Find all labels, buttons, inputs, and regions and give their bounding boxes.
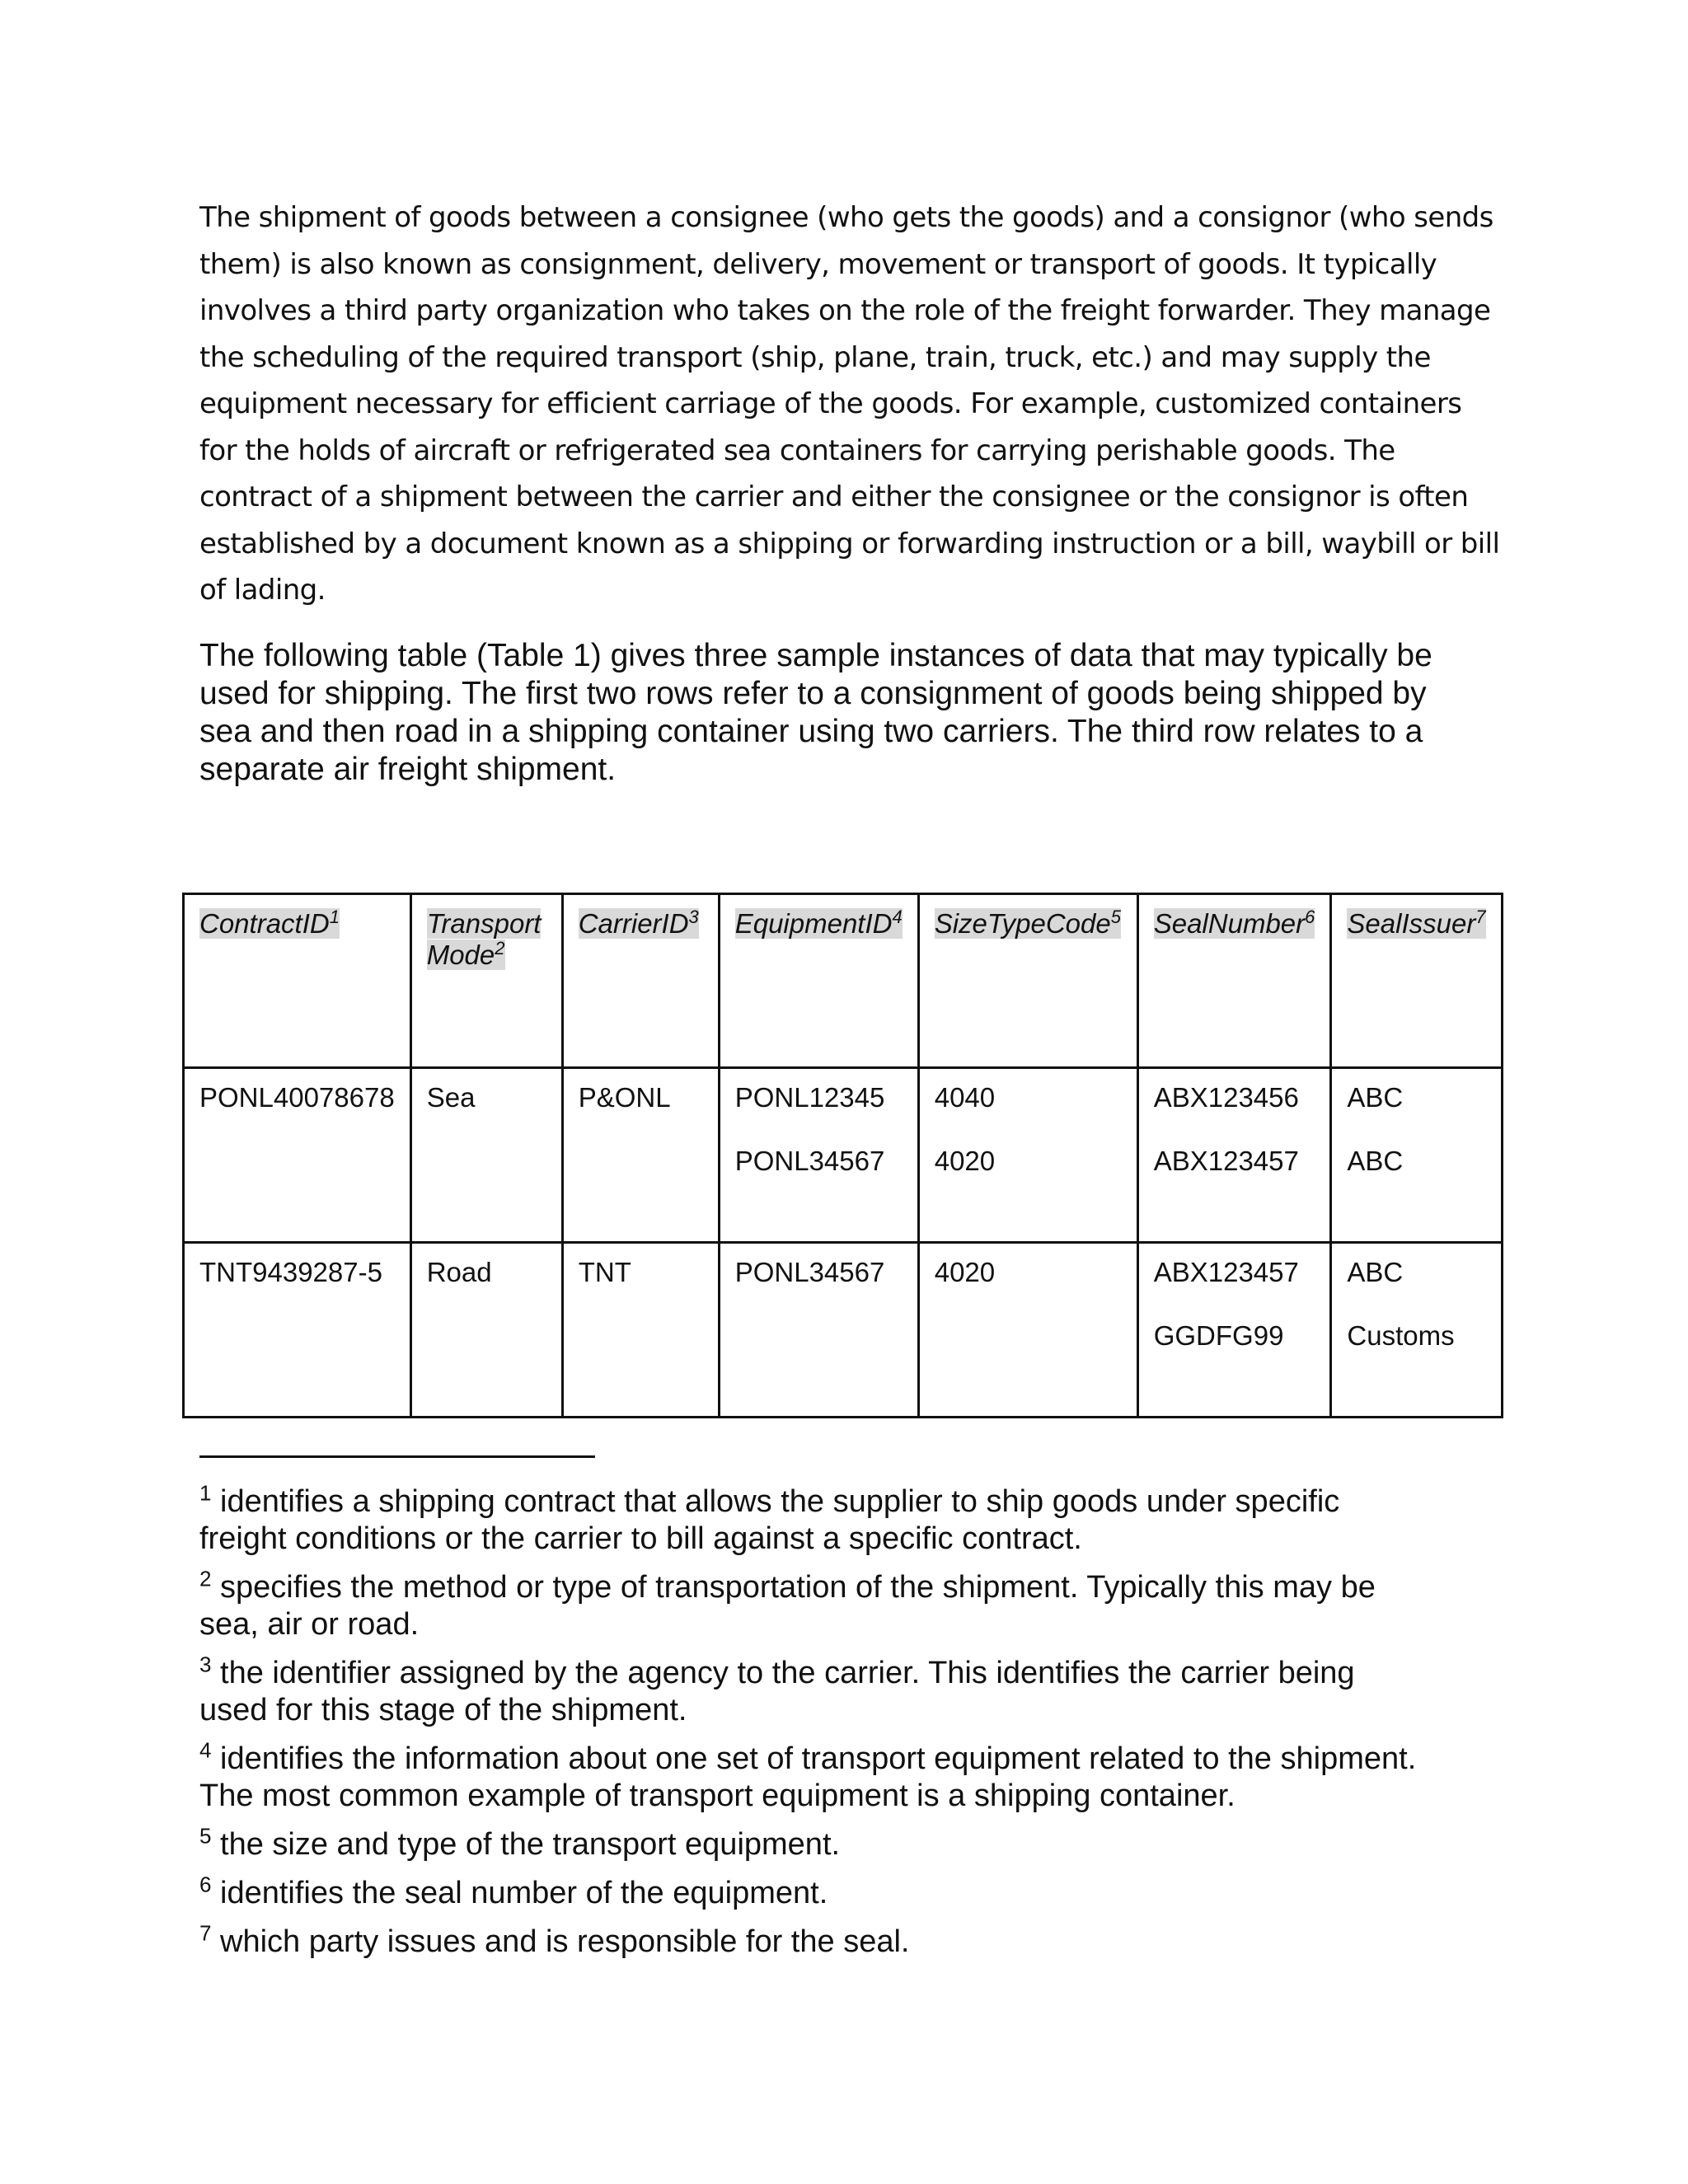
footnote-text: identifies a shipping contract that allows the supplier to ship goods under specific	[220, 1484, 1340, 1519]
footnote-text: freight conditions or the carrier to bill against a specific contract.	[199, 1521, 1082, 1556]
footnote	[199, 1566, 1518, 1643]
table-intro-line: used for shipping. The first two rows refer to a consignment of goods being shipped by	[199, 676, 1427, 711]
footnote	[199, 1652, 1518, 1729]
footnote	[199, 1823, 1518, 1863]
footnote	[199, 1872, 1518, 1912]
footnote-ref: 6	[1305, 907, 1315, 927]
cell-seal-issuer: ABC Customs	[1331, 1243, 1502, 1418]
footnote-text: used for this stage of the shipment.	[199, 1693, 687, 1727]
footnote-number: 4	[199, 1737, 212, 1763]
cell-size-type-code: 4040 4020	[918, 1068, 1137, 1243]
footnote	[199, 1480, 1518, 1558]
intro-line: equipment necessary for efficient carriage of the goods. For example, customized containers	[199, 387, 1462, 420]
cell-transport-mode: Sea	[410, 1068, 562, 1243]
header-cell-carrierid	[562, 894, 719, 1068]
cell-seal-issuer: ABC ABC	[1331, 1068, 1502, 1243]
cell-equipment-id: PONL12345 PONL34567	[719, 1068, 918, 1243]
footnote-number: 1	[199, 1480, 212, 1506]
footnote-number: 2	[199, 1566, 212, 1591]
header-cell-equipmentid	[719, 894, 918, 1068]
footnote-text: the size and type of the transport equipment.	[220, 1827, 841, 1862]
shipping-data-table	[182, 893, 1503, 1418]
table-row	[184, 1243, 1503, 1418]
header-label: EquipmentID	[734, 908, 893, 939]
intro-line: The shipment of goods between a consignee (who gets the goods) and a consignor (who sends	[199, 201, 1493, 234]
footnote-number: 7	[199, 1920, 212, 1946]
header-label: ContractID	[199, 908, 330, 939]
footnote-text: The most common example of transport equipment is a shipping container.	[199, 1779, 1236, 1813]
cell-seal-number: ABX123456 ABX123457	[1137, 1068, 1331, 1243]
header-label: Transport	[426, 908, 542, 939]
intro-line: for the holds of aircraft or refrigerated sea containers for carrying perishable goods. The	[199, 434, 1395, 467]
table-header-row	[184, 894, 1503, 1068]
intro-paragraph	[199, 194, 1518, 614]
footnote-text: sea, air or road.	[199, 1607, 420, 1642]
intro-line: established by a document known as a shipping or forwarding instruction or a bill, waybill or bill	[199, 527, 1500, 560]
intro-line: of lading.	[199, 574, 326, 607]
footnote-text: identifies the information about one set of transport equipment related to the shipment.	[220, 1741, 1417, 1776]
header-cell-sizetypecode	[918, 894, 1137, 1068]
footnote-text: identifies the seal number of the equipment.	[220, 1876, 828, 1910]
cell-seal-number: ABX123457 GGDFG99	[1137, 1243, 1331, 1418]
footnote-number: 6	[199, 1872, 212, 1897]
header-cell-transport-mode	[410, 894, 562, 1068]
cell-contract-id: PONL40078678	[184, 1068, 411, 1243]
header-label: CarrierID	[578, 908, 689, 939]
footnote-text: specifies the method or type of transportation of the shipment. Typically this may be	[220, 1570, 1376, 1605]
table-row	[184, 1068, 1503, 1243]
footnotes	[199, 1480, 1518, 1972]
cell-equipment-id: PONL34567	[719, 1243, 918, 1418]
cell-carrier-id: TNT	[562, 1243, 719, 1418]
cell-contract-id: TNT9439287-5	[184, 1243, 411, 1418]
footnote-ref: 5	[1110, 907, 1121, 927]
header-label: SealIssuer	[1347, 908, 1476, 939]
table-intro-paragraph	[199, 637, 1477, 789]
cell-carrier-id: P&ONL	[562, 1068, 719, 1243]
footnote-ref: 4	[892, 907, 903, 927]
footnote-text: which party issues and is responsible for the seal.	[220, 1924, 910, 1959]
footnote-number: 5	[199, 1823, 212, 1849]
footnote-ref: 1	[329, 907, 340, 927]
footnote	[199, 1920, 1518, 1961]
header-label: SealNumber	[1153, 908, 1306, 939]
table-intro-line: separate air freight shipment.	[199, 752, 617, 787]
header-label: Mode	[426, 940, 495, 970]
footnote-ref: 7	[1475, 907, 1486, 927]
table-intro-line: The following table (Table 1) gives three sample instances of data that may typically be	[199, 638, 1432, 673]
cell-size-type-code: 4020	[918, 1243, 1137, 1418]
header-cell-sealissuer	[1331, 894, 1502, 1068]
header-cell-contractid	[184, 894, 411, 1068]
footnote-ref: 2	[495, 938, 505, 958]
footnote-number: 3	[199, 1652, 212, 1677]
footnote-separator	[199, 1455, 595, 1458]
cell-transport-mode: Road	[410, 1243, 562, 1418]
intro-line: them) is also known as consignment, delivery, movement or transport of goods. It typically	[199, 247, 1437, 281]
header-cell-sealnumber	[1137, 894, 1331, 1068]
intro-line: the scheduling of the required transport (ship, plane, train, truck, etc.) and may supply the	[199, 340, 1431, 374]
footnote	[199, 1737, 1518, 1815]
table-intro-line: sea and then road in a shipping container using two carriers. The third row relates to a	[199, 714, 1423, 749]
footnote-ref: 3	[688, 907, 699, 927]
header-label: SizeTypeCode	[934, 908, 1111, 939]
intro-line: contract of a shipment between the carrier and either the consignee or the consignor is often	[199, 480, 1469, 513]
intro-line: involves a third party organization who takes on the role of the freight forwarder. They manage	[199, 294, 1491, 327]
footnote-text: the identifier assigned by the agency to the carrier. This identifies the carrier being	[220, 1656, 1355, 1690]
